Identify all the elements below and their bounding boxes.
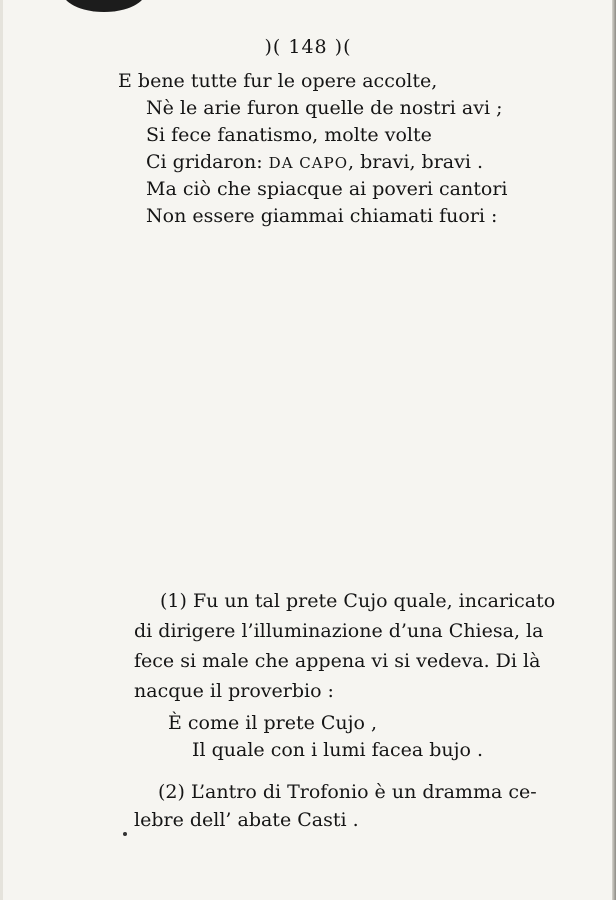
poem-line-5: Ma ciò che spiacque ai poveri cantori — [146, 178, 508, 200]
page-left-edge — [0, 0, 3, 900]
page-right-edge — [612, 0, 616, 900]
poem-line-2: Nè le arie furon quelle de nostri avi ; — [146, 97, 503, 119]
proverb-line-2: Il quale con i lumi facea bujo . — [192, 739, 484, 761]
poem-line-4-head: Ci gridaron: — [146, 151, 269, 173]
page-number: )( 148 )( — [264, 36, 352, 58]
footnote-1-line-2: di dirigere l’illuminazione d’una Chiesa, la — [134, 620, 544, 642]
poem-line-4 — [146, 149, 483, 177]
footnote-2-line-1: (2) L’antro di Trofonio è un dramma ce- — [158, 781, 537, 803]
stray-ink-dot — [123, 832, 127, 836]
poem-line-4-tail: , bravi, bravi . — [348, 151, 484, 173]
footnote-1-line-3: fece si male che appena vi si vedeva. Di là — [134, 650, 541, 672]
footnote-2-line-2: lebre dell’ abate Casti . — [134, 809, 359, 831]
proverb-line-1: È come il prete Cujo , — [168, 712, 378, 734]
poem-line-3: Si fece fanatismo, molte volte — [146, 124, 432, 146]
poem-line-1: E bene tutte fur le opere accolte, — [118, 70, 438, 92]
da-capo-smallcaps: DA CAPO — [268, 154, 348, 172]
ink-blot — [62, 0, 146, 12]
footnote-1-line-1: (1) Fu un tal prete Cujo quale, incaricato — [160, 590, 556, 612]
poem-line-6: Non essere giammai chiamati fuori : — [146, 205, 498, 227]
footnote-1-line-4: nacque il proverbio : — [134, 680, 334, 702]
